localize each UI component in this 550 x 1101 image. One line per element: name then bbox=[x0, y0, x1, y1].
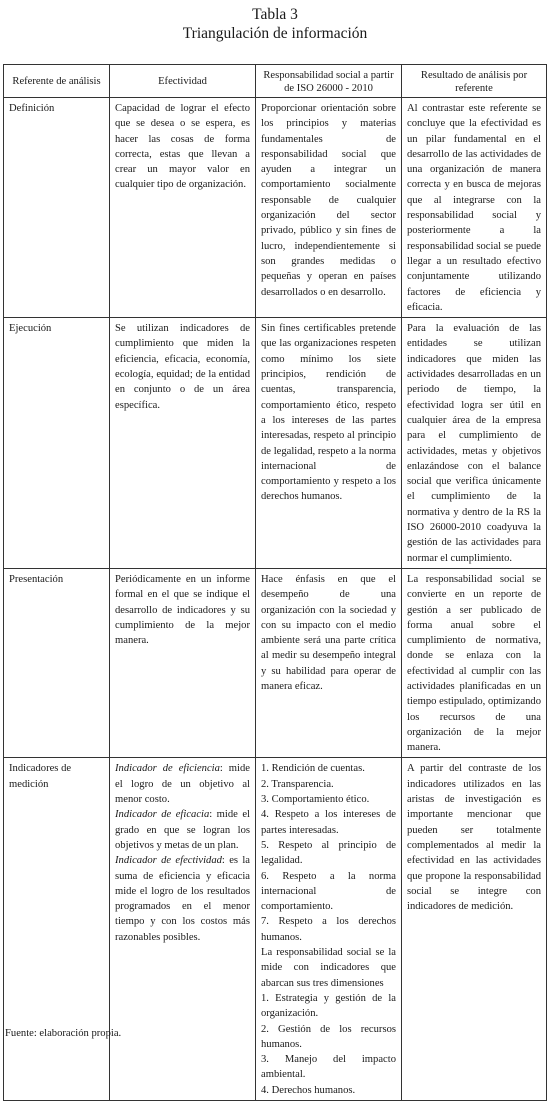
indicator-text: : es la suma de eficiencia y eficacia mide el logro de los resultados programados en el menor tiempo y con los costos más razonables posibles. bbox=[115, 855, 250, 943]
list-item: 2. Gestión de los recursos humanos. bbox=[261, 1023, 396, 1050]
list-item: 5. Respeto al principio de legalidad. bbox=[261, 839, 396, 867]
row-referente: Ejecución bbox=[4, 318, 110, 569]
list-item: 6. Respeto a la norma internacional de comportamiento. bbox=[261, 870, 396, 913]
triangulation-table bbox=[3, 64, 547, 1101]
list-item: 1. Rendición de cuentas. bbox=[261, 763, 365, 775]
header-referente: Referente de análisis bbox=[4, 65, 110, 98]
row-referente: Definición bbox=[4, 98, 110, 318]
table-row bbox=[4, 758, 547, 1101]
row-responsabilidad: Sin fines certificables pretende que las organizaciones respeten como mínimo los siete principios, rendición de cuentas, transparencia, comportamiento ético, respeto a los intereses de las partes interesadas, respeto al principio de legalidad, respeto a la norma internacional de comportamiento y respeto a los derechos humanos. bbox=[256, 318, 402, 569]
row-efectividad: Periódicamente en un informe formal en el que se indique el desarrollo de indicadores y su cumplimiento de la mejor manera. bbox=[110, 568, 256, 758]
table-row bbox=[4, 98, 547, 318]
list-item: 4. Respeto a los intereses de partes interesadas. bbox=[261, 809, 396, 836]
row-resultado: Para la evaluación de las entidades se utilizan indicadores que miden las actividades desarrolladas en un periodo de tiempo, la efectividad logra ser útil en cualquier área de la empresa para el cumplimiento de actividades, metas y objetivos enlazándose con el balance social que verifica únicamente el cumplimiento de la normativa y dentro de la RS la ISO 26000-2010 coadyuva la gestión de las actividades para normar el cumplimiento. bbox=[402, 318, 547, 569]
indicator-eficiencia bbox=[115, 763, 250, 805]
table-number: Tabla 3 bbox=[252, 6, 298, 23]
indicator-eficacia bbox=[115, 809, 250, 851]
dimensions-intro: La responsabilidad social se la mide con indicadores que abarcan sus tres dimensiones bbox=[261, 947, 396, 989]
indicator-efectividad bbox=[115, 855, 250, 942]
list-item: 3. Manejo del impacto ambiental. bbox=[261, 1054, 396, 1081]
header-resultado: Resultado de análisis por referente bbox=[402, 65, 547, 98]
indicator-term: Indicador de efectividad bbox=[115, 855, 222, 867]
table-header-row bbox=[4, 65, 547, 98]
list-item: 3. Comportamiento ético. bbox=[261, 794, 370, 806]
table-row bbox=[4, 318, 547, 569]
list-item: 4. Derechos humanos. bbox=[261, 1084, 356, 1096]
row-efectividad: Se utilizan indicadores de cumplimiento que miden la eficiencia, eficacia, economía, ecología, equidad; de la entidad en conjunto o de un área específica. bbox=[110, 318, 256, 569]
row-responsabilidad: Hace énfasis en que el desempeño de una organización con la sociedad y con su impacto con el medio ambiente será una parte crítica al medir su desempeño integral y su habilidad para operar de manera eficaz. bbox=[256, 568, 402, 758]
list-item: 2. Transparencia. bbox=[261, 778, 334, 790]
row-referente: Presentación bbox=[4, 568, 110, 758]
row-responsabilidad: Proporcionar orientación sobre los principios y materias fundamentales de responsabilidad social que ayuden a integrar un comportamiento socialmente responsable de cualquier organización del sector privado, público y sin fines de lucro, independientemente si son grandes medidas o pequeñas y operan en países desarrollados o en desarrollo. bbox=[256, 98, 402, 318]
table-title bbox=[0, 0, 550, 43]
row-efectividad-indicators bbox=[110, 758, 256, 1101]
indicator-text: : mide el grado en que se logran los objetivos y metas de un plan. bbox=[115, 809, 250, 851]
row-resultado: A partir del contraste de los indicadores utilizados en las aristas de investigación es importante mencionar que pueden ser totalmente complementados al medir la efectividad en las actividades que propone la responsabilidad social se integre con indicadores de medición. bbox=[402, 758, 547, 1101]
table-row bbox=[4, 568, 547, 758]
row-efectividad: Capacidad de lograr el efecto que se desea o se espera, es hacer las cosas de forma correcta, estas que llevan a crear un mayor valor en cualquier tipo de organización. bbox=[110, 98, 256, 318]
indicator-text: : mide el logro de un objetivo al menor costo. bbox=[115, 763, 250, 806]
header-responsabilidad: Responsabilidad social a partir de ISO 26000 - 2010 bbox=[256, 65, 402, 98]
table-caption: Triangulación de información bbox=[182, 25, 368, 42]
list-item: 1. Estrategia y gestión de la organización. bbox=[261, 992, 396, 1020]
indicator-term: Indicador de eficacia bbox=[115, 809, 210, 821]
source-note: Fuente: elaboración propia. bbox=[5, 1028, 122, 1039]
row-referente: Indicadores de medición bbox=[4, 758, 110, 1101]
row-resultado: La responsabilidad social se convierte en un reporte de gestión a ser publicado de forma anual sobre el cumplimiento de normativa, donde se enlaza con la efectividad al cumplir con las actividades planificadas en un tiempo estipulado, optimizando los recursos de una organización de la mejor manera. bbox=[402, 568, 547, 758]
row-responsabilidad-indicators bbox=[256, 758, 402, 1101]
list-item: 7. Respeto a los derechos humanos. bbox=[261, 916, 396, 943]
row-resultado: Al contrastar este referente se concluye que la efectividad es un pilar fundamental en el desarrollo de las actividades de una organización de manera correcta y en busca de mejoras que al integrarse con la responsabilidad social y posteriormente a la responsabilidad social se puede llegar a un resultado efectivo conjuntamente utilizando factores de eficiencia y eficacia. bbox=[402, 98, 547, 318]
header-efectividad: Efectividad bbox=[110, 65, 256, 98]
indicator-term: Indicador de eficiencia bbox=[115, 763, 220, 775]
